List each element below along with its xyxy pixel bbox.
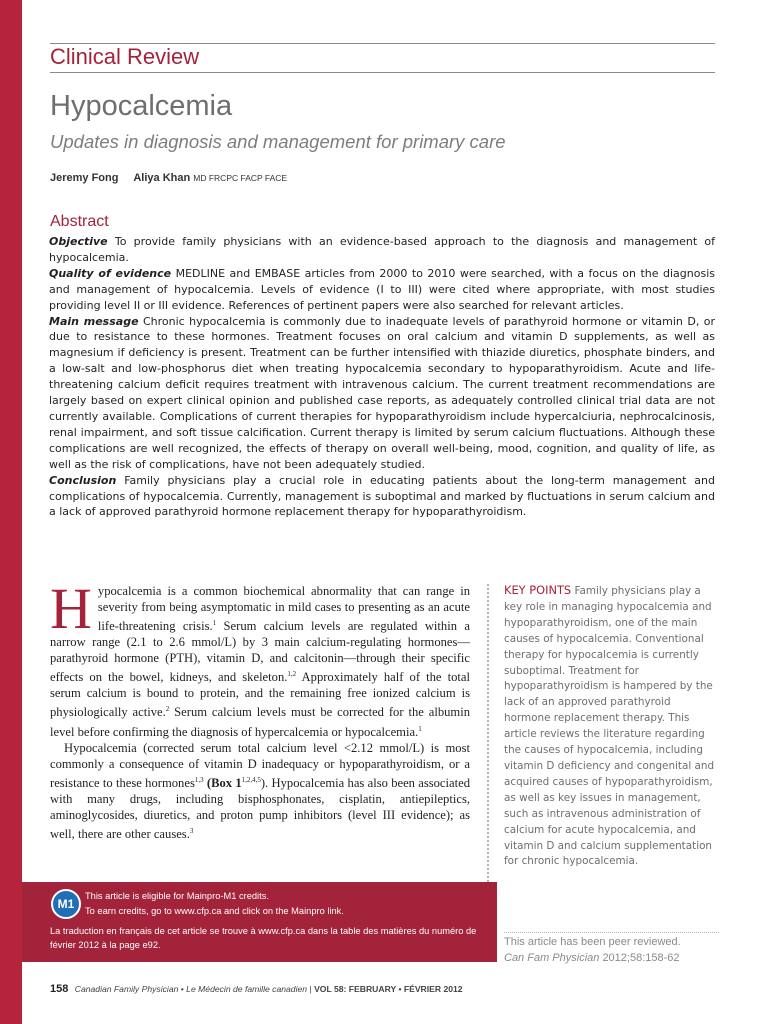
objective-label: Objective bbox=[49, 235, 108, 248]
reference-marker[interactable]: 2 bbox=[165, 705, 170, 714]
key-points-sidebar bbox=[504, 583, 719, 870]
body-text-span: Serum calcium levels must be corrected for the albumin level before confirming the diagnosis of hypercalcemia or hypocalcemia. bbox=[50, 705, 471, 739]
reference-marker[interactable]: 1,2,4,5 bbox=[241, 775, 261, 784]
article-title: Hypocalcemia bbox=[50, 90, 233, 122]
left-accent-bar bbox=[0, 0, 22, 1024]
abstract-heading: Abstract bbox=[50, 213, 109, 230]
translation-line: février 2012 à la page e92. bbox=[50, 940, 161, 950]
peer-review-note bbox=[504, 932, 719, 966]
reference-marker[interactable]: 1,2 bbox=[287, 670, 297, 679]
mainpro-badge-icon: M1 bbox=[51, 889, 81, 919]
volume-info: VOL 58: FEBRUARY • FÉVRIER 2012 bbox=[314, 984, 463, 994]
peer-review-line: This article has been peer reviewed. bbox=[504, 936, 681, 948]
objective-text: To provide family physicians with an evidence-based approach to the diagnosis and management of hypocalcemia. bbox=[49, 235, 716, 264]
body-text-span: Serum calcium levels are regulated within a narrow range (2.1 to 2.6 mmol/L) by 3 main calcium-regulating hormones—parathyroid hormone (PTH), vitamin D, and calcitonin—through their specific effects on the bowel, kidneys, and skeleton. bbox=[50, 619, 470, 685]
quality-label: Quality of evidence bbox=[49, 266, 172, 280]
abstract-objective bbox=[49, 234, 715, 266]
body-text-span: ypocalcemia is a common biochemical abnormality that can range in severity from being asymptomatic in mild cases to presenting as an acute life-threatening crisis. bbox=[97, 584, 470, 634]
author-line bbox=[50, 172, 287, 184]
drop-cap: H bbox=[50, 576, 92, 641]
credits-box bbox=[22, 882, 497, 962]
quality-text: MEDLINE and EMBASE articles from 2000 to 2010 were searched, with a focus on the diagnosis and management of hypocalcemia. Levels of evidence (I to III) were cited where appropriate, with most studies providing level II or III evidence. References of pertinent papers were also searched for relevant articles. bbox=[49, 266, 715, 312]
citation-detail: 2012;58:158-62 bbox=[602, 951, 680, 964]
author-name: Aliya Khan bbox=[133, 172, 191, 184]
abstract-body bbox=[49, 234, 715, 520]
article-subtitle: Updates in diagnosis and management for primary care bbox=[50, 131, 506, 152]
section-rule bbox=[50, 72, 715, 73]
key-points-label: KEY POINTS bbox=[504, 583, 572, 597]
translation-line[interactable]: La traduction en français de cet article se trouve à www.cfp.ca dans la table des matières du numéro de bbox=[50, 926, 477, 936]
body-paragraph bbox=[50, 576, 471, 740]
page-footer bbox=[50, 983, 463, 995]
conclusion-label: Conclusion bbox=[49, 473, 117, 487]
author-name: Jeremy Fong bbox=[50, 172, 119, 184]
main-message-label: Main message bbox=[49, 314, 139, 328]
reference-marker[interactable]: 1 bbox=[212, 619, 217, 627]
page-number: 158 bbox=[50, 983, 69, 995]
body-text-span: Approximately half of the total serum calcium is bound to protein, and the remaining free ionized calcium is physiologically active. bbox=[50, 670, 470, 720]
reference-marker[interactable]: 1 bbox=[418, 724, 422, 733]
conclusion-text: Family physicians play a crucial role in educating patients about the long-term management and complications of hypocalcemia. Currently, management is suboptimal and marked by fluctuations in serum calcium and a lack of approved parathyroid hormone replacement therapy for hypoparathyroidism. bbox=[49, 473, 715, 519]
body-text-span: ). Hypocalcemia has also been associated with many drugs, including bisphosphonates, cisplatin, antiepileptics, aminoglycosides, diuretics, and proton pump inhibitors (level III evidence); as well, there are other causes. bbox=[50, 775, 470, 842]
journal-name: Canadian Family Physician • Le Médecin de famille canadien bbox=[74, 984, 308, 994]
author-credentials: MD FRCPC FACP FACE bbox=[193, 173, 288, 183]
main-message-text: Chronic hypocalcemia is commonly due to inadequate levels of parathyroid hormone or vitamin D, or due to resistance to these hormones. Treatment focuses on oral calcium and vitamin D supplements, as well as magnesium if deficiency is present. Treatment can be further intensified with thiazide diuretics, phosphate binders, and a low-salt and low-phosphorus diet when treating hypocalcemia secondary to hypoparathyroidism. Acute and life-threatening calcium deficit requires treatment with intravenous calcium. The current treatment recommendations are largely based on expert clinical opinion and published case reports, as adequately controlled clinical trial data are not currently available. Complications of current therapies for hypoparathyroidism include hypercalciuria, nephrocalcinosis, renal impairment, and soft tissue calcification. Current therapy is limited by serum calcium fluctuations. Although these complications are well recognized, the effects of therapy on overall well-being, mood, cognition, and quality of life, as well as the risk of complications, have not been adequately studied. bbox=[49, 314, 716, 471]
abstract-main-message bbox=[49, 314, 715, 473]
body-text bbox=[50, 576, 471, 842]
body-text-span: Hypocalcemia (corrected serum total calcium level <2.12 mmol/L) is most commonly a consequence of vitamin D inadequacy or hypoparathyroidism, or a resistance to these hormones bbox=[50, 740, 470, 790]
footer-separator: | bbox=[307, 984, 315, 994]
column-divider bbox=[487, 584, 489, 914]
citation-line bbox=[504, 951, 719, 967]
abstract-conclusion bbox=[49, 473, 715, 521]
abstract-quality bbox=[49, 266, 715, 314]
box-reference[interactable]: (Box 1 bbox=[203, 775, 242, 790]
key-points-text: Family physicians play a key role in managing hypocalcemia and hypoparathyroidism, one of the main causes of hypocalcemia. Conventional therapy for hypocalcemia is currently suboptimal. Treatment for hypoparathyroidism is hampered by the lack of an approved parathyroid hormone replacement therapy. This article reviews the literature regarding the causes of hypocalcemia, including vitamin D deficiency and congenital and acquired causes of hypoparathyroidism, as well as key issues in management, such as intravenous administration of calcium for acute hypocalcemia, and vitamin D and calcium supplementation for chronic hypocalcemia. bbox=[504, 585, 715, 868]
credits-line: This article is eligible for Mainpro-M1 credits. bbox=[85, 891, 269, 901]
section-label: Clinical Review bbox=[50, 44, 200, 69]
reference-marker[interactable]: 3 bbox=[189, 826, 194, 835]
credits-link-line[interactable]: To earn credits, go to www.cfp.ca and click on the Mainpro link. bbox=[85, 906, 344, 916]
citation-journal: Can Fam Physician bbox=[504, 951, 600, 964]
body-paragraph bbox=[50, 740, 470, 842]
reference-marker[interactable]: 1,3 bbox=[194, 775, 204, 784]
